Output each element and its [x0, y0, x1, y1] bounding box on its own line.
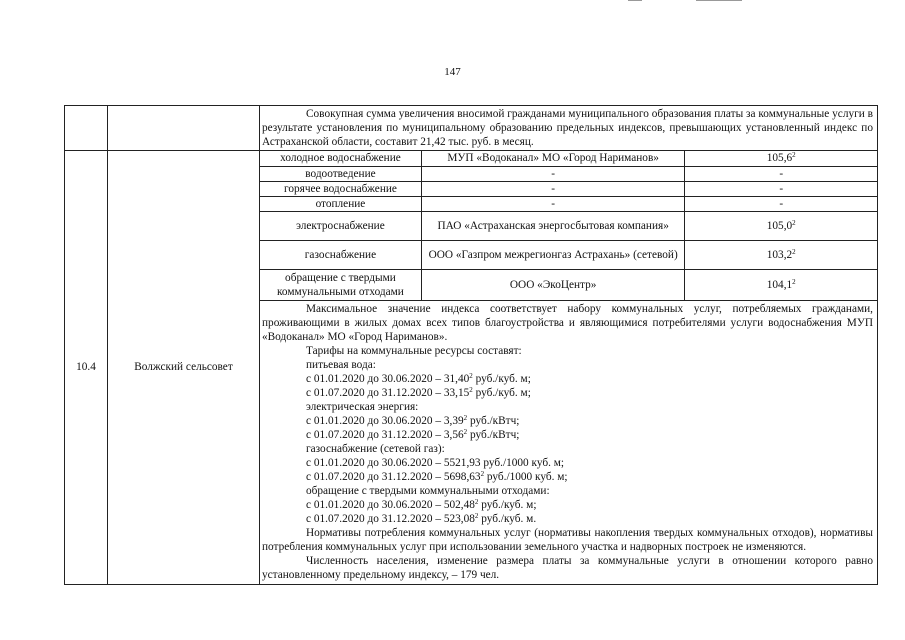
details-cell — [260, 151, 878, 585]
tariff-group-title: газоснабжение (сетевой газ): — [306, 442, 445, 455]
tariff-pre: с 01.07.2020 до 31.12.2020 – 5698,63 — [306, 470, 481, 483]
service-name: газоснабжение — [260, 240, 421, 269]
tariff-sup: 2 — [474, 511, 479, 520]
index-note: 2 — [792, 218, 796, 227]
population-text: Численность населения, изменение размера платы за коммунальные услуги в отношении которого равно установленному предельному индексу, – 179 чел. — [262, 554, 873, 581]
service-name: горячее водоснабжение — [260, 181, 421, 196]
index-value: 105,0 — [766, 219, 793, 232]
index-note: 2 — [792, 247, 796, 256]
tariff-sup: 2 — [474, 497, 479, 506]
service-provider: - — [421, 166, 685, 181]
index-value: - — [779, 182, 784, 195]
index-table — [64, 105, 878, 585]
tariff-sup: 2 — [469, 371, 473, 380]
details-text — [260, 301, 877, 584]
index-value: 103,2 — [766, 248, 793, 261]
service-index — [685, 211, 877, 240]
max-value-text: Максимальное значение индекса соответствует набору коммунальных услуг, потребляемых гражданами, проживающими в жилых домах всех типов благоустройства и являющимися потребителями услуги водоснабжения МУП «Водоканал» МО «Город Нариманов». — [262, 302, 873, 343]
service-name: холодное водоснабжение — [260, 151, 421, 166]
page-number: 147 — [444, 66, 461, 78]
service-provider: - — [421, 196, 685, 211]
tariff-sup: 2 — [463, 413, 468, 422]
service-name: обращение с твердыми коммунальными отходами — [260, 269, 421, 300]
table-row — [65, 151, 878, 585]
tariff-post: руб./куб. м; — [472, 386, 531, 399]
tariff-pre: с 01.07.2020 до 31.12.2020 – 33,15 — [306, 386, 470, 399]
tariff-line — [262, 498, 873, 512]
service-provider: ООО «Газпром межрегионгаз Астрахань» (сетевой) — [421, 240, 685, 269]
service-index — [685, 151, 877, 166]
tariff-pre: с 01.01.2020 до 30.06.2020 – 502,48 — [306, 498, 475, 511]
service-index — [685, 181, 877, 196]
tariff-sup: 2 — [469, 385, 473, 394]
tariff-sup: 2 — [480, 469, 485, 478]
service-row — [260, 240, 877, 269]
municipality-name: Волжский сельсовет — [108, 151, 260, 585]
table-row — [65, 106, 878, 151]
tariff-post: руб./куб. м. — [478, 512, 537, 525]
tariff-post: руб./1000 куб. м; — [484, 470, 568, 483]
header-mark — [628, 0, 642, 1]
service-row — [260, 151, 877, 166]
index-value: 104,1 — [766, 278, 793, 291]
tariff-pre: с 01.07.2020 до 31.12.2020 – 3,56 — [306, 428, 464, 441]
service-row — [260, 196, 877, 211]
tariff-group-title: обращение с твердыми коммунальными отходами: — [306, 484, 550, 497]
service-name: отопление — [260, 196, 421, 211]
service-index — [685, 196, 877, 211]
service-index — [685, 166, 877, 181]
tariff-line — [262, 470, 873, 484]
service-name: водоотведение — [260, 166, 421, 181]
tariff-pre: с 01.01.2020 до 30.06.2020 – 3,39 — [306, 414, 464, 427]
tariff-post: руб./куб. м; — [478, 498, 537, 511]
index-value: - — [779, 197, 784, 210]
summary-text: Совокупная сумма увеличения вносимой гражданами муниципального образования платы за коммунальные услуги в результате установления по муниципальному образованию предельных индексов, превышающих установленный индекс по Астраханской области, составит 21,42 тыс. руб. в месяц. — [262, 108, 873, 148]
tariff-sup: 2 — [463, 427, 468, 436]
tariff-group-title: питьевая вода: — [306, 358, 376, 371]
tariffs-intro: Тарифы на коммунальные ресурсы составят: — [306, 344, 522, 357]
empty-cell — [108, 106, 260, 151]
service-provider: МУП «Водоканал» МО «Город Нариманов» — [421, 151, 685, 166]
tariff-line — [262, 414, 873, 428]
tariff-post: руб./кВтч; — [467, 414, 520, 427]
service-row — [260, 211, 877, 240]
service-index — [685, 240, 877, 269]
tariff-line — [262, 386, 873, 400]
service-index — [685, 269, 877, 300]
tariff-post: руб./кВтч; — [467, 428, 520, 441]
services-table — [260, 151, 877, 301]
tariff-group-title: электрическая энергия: — [306, 400, 419, 413]
tariff-line — [262, 456, 873, 470]
tariff-list — [262, 358, 873, 526]
index-value: 105,6 — [766, 152, 793, 165]
index-note: 2 — [792, 277, 796, 286]
service-provider: ПАО «Астраханская энергосбытовая компания» — [421, 211, 685, 240]
summary-cell — [260, 106, 878, 151]
service-provider: ООО «ЭкоЦентр» — [421, 269, 685, 300]
index-value: - — [779, 167, 784, 180]
tariff-pre: с 01.07.2020 до 31.12.2020 – 523,08 — [306, 512, 475, 525]
service-row — [260, 181, 877, 196]
service-provider: - — [421, 181, 685, 196]
tariff-line — [262, 372, 873, 386]
service-row — [260, 269, 877, 300]
index-note: 2 — [792, 151, 796, 160]
header-mark — [696, 0, 742, 1]
tariff-pre: с 01.01.2020 до 30.06.2020 – 31,40 — [306, 372, 470, 385]
tariff-post: руб./куб. м; — [472, 372, 531, 385]
tariff-pre: с 01.01.2020 до 30.06.2020 – 5521,93 руб./1000 куб. м; — [306, 456, 565, 469]
service-row — [260, 166, 877, 181]
tariff-line — [262, 428, 873, 442]
tariff-line — [262, 512, 873, 526]
norms-text: Нормативы потребления коммунальных услуг (нормативы накопления твердых коммунальных отходов), нормативы потребления коммунальных услуг при использовании земельного участка и надворных построек не изменяются. — [262, 526, 873, 553]
empty-cell — [65, 106, 108, 151]
row-number: 10.4 — [65, 151, 108, 585]
service-name: электроснабжение — [260, 211, 421, 240]
